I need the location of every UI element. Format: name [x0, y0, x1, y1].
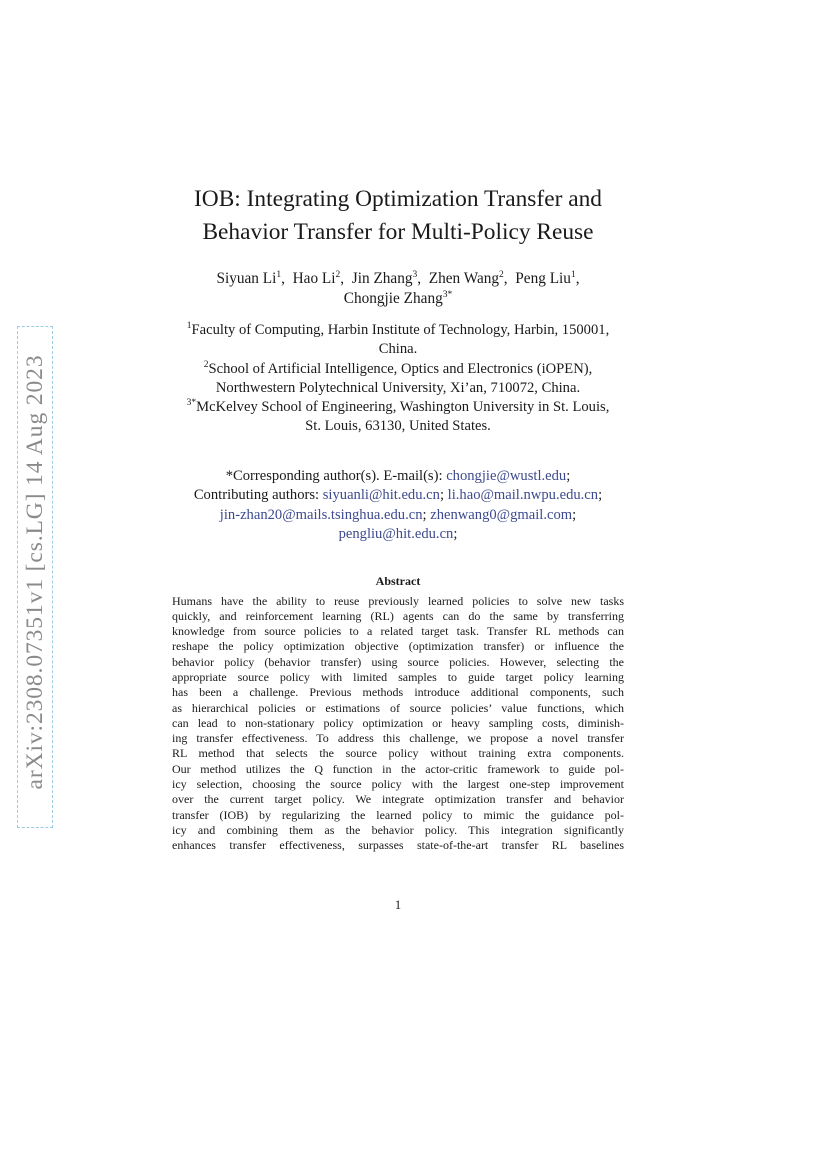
abstract-line: icy selection, choosing the source policy with the largest one-step improvement	[172, 777, 624, 792]
abstract-line: as hierarchical policies or estimations of source policies’ value functions, which	[172, 700, 624, 715]
abstract-line: transfer (IOB) by regularizing the learned policy to mimic the guidance pol-	[172, 807, 624, 822]
author-affiliation-mark: 3	[412, 270, 418, 280]
author-name: Zhen Wang	[428, 270, 500, 287]
affiliation	[130, 360, 666, 379]
affiliation-text: Faculty of Computing, Harbin Institute of Technology, Harbin, 150001,	[191, 322, 610, 338]
abstract-line: can lead to non-stationary policy optimization or heavy sampling costs, diminish-	[172, 715, 624, 730]
affiliation-mark: 1	[186, 321, 192, 331]
arxiv-stamp-text: arXiv:2308.07351v1 [cs.LG] 14 Aug 2023	[22, 354, 48, 790]
author	[344, 290, 453, 307]
author-line	[150, 269, 646, 289]
author-name: Siyuan Li	[216, 270, 277, 287]
abstract-line: ing transfer effectiveness. To address this challenge, we propose a novel transfer	[172, 731, 624, 746]
email-link[interactable]: jin-zhan20@mails.tsinghua.edu.cn	[219, 506, 423, 523]
author-list	[150, 269, 646, 309]
author: Zhen Wang$^2$,	[428, 270, 508, 287]
affiliation-text: McKelvey School of Engineering, Washington University in St. Louis,	[196, 399, 610, 416]
author: Jin Zhang$^3$,	[351, 270, 422, 287]
title-line: IOB: Integrating Optimization Transfer and	[194, 186, 602, 212]
corresponding-label: *Corresponding author(s). E-mail(s):	[225, 468, 443, 484]
abstract-line: over the current target policy. We integrate optimization transfer and behavior	[172, 792, 624, 807]
email-link[interactable]: zhenwang0@gmail.com	[430, 506, 573, 523]
corresponding-line: *Corresponding author(s). E-mail(s): chongjie@wustl.edu;	[225, 468, 571, 484]
paper-title	[120, 183, 676, 249]
affiliation-continuation: China.	[378, 341, 418, 358]
page-number: 1	[394, 898, 402, 912]
abstract-line: reshape the policy optimization objective (optimization transfer) or influence the	[172, 639, 624, 654]
affiliation-mark: 2	[203, 359, 209, 370]
author-name: Peng Liu	[515, 270, 571, 287]
abstract-line: Humans have the ability to reuse previously learned policies to solve new tasks	[172, 593, 624, 608]
abstract-line: RL method that selects the source policy without training extra components.	[172, 746, 624, 761]
contact-block	[140, 467, 656, 544]
contributing-line: pengliu@hit.edu.cn;	[338, 525, 458, 542]
author: Hao Li$^2$,	[292, 270, 345, 287]
author-affiliation-mark: 2	[335, 270, 341, 280]
email-link[interactable]: pengliu@hit.edu.cn	[338, 525, 454, 542]
abstract-line: enhances transfer effectiveness, surpasses state-of-the-art transfer RL baselines	[172, 838, 624, 853]
contributing-label: Contributing authors:	[193, 487, 320, 504]
email-link[interactable]: siyuanli@hit.edu.cn	[322, 487, 440, 504]
contributing-line: Contributing authors: siyuanli@hit.edu.cn; li.hao@mail.nwpu.edu.cn;	[193, 487, 603, 504]
abstract-line: icy and combining them as the behavior policy. This integration significantly	[172, 822, 624, 837]
contributing-line: jin-zhan20@mails.tsinghua.edu.cn; zhenwang0@gmail.com;	[219, 506, 577, 523]
affiliation-list	[130, 321, 666, 437]
affiliation-continuation: St. Louis, 63130, United States.	[305, 418, 491, 435]
affiliation	[130, 321, 666, 340]
author-name: Hao Li	[292, 270, 336, 287]
author-affiliation-mark: 1	[276, 270, 282, 280]
author-line	[150, 289, 646, 309]
author: Peng Liu$^1$,	[515, 270, 580, 287]
abstract-body	[172, 594, 624, 854]
affiliation-mark: 3*	[186, 398, 197, 409]
title-line: Behavior Transfer for Multi-Policy Reuse	[202, 219, 594, 245]
abstract-line: Our method utilizes the Q function in the actor-critic framework to guide pol-	[172, 761, 624, 776]
affiliation-text: School of Artificial Intelligence, Optics and Electronics (iOPEN),	[208, 360, 593, 377]
corresponding-email-link[interactable]: chongjie@wustl.edu	[446, 468, 567, 484]
author-name: Chongjie Zhang	[343, 290, 443, 307]
email-link[interactable]: li.hao@mail.nwpu.edu.cn	[447, 487, 599, 504]
author-affiliation-mark: 1	[570, 270, 576, 280]
abstract-line: behavior policy (behavior transfer) using source policies. However, selecting the	[172, 654, 624, 669]
abstract-line: appropriate source policy with limited samples to guide target policy learning	[172, 669, 624, 684]
affiliation	[130, 398, 666, 417]
abstract-line: quickly, and reinforcement learning (RL) agents can do the same by transferring	[172, 608, 624, 623]
affiliation-continuation: Northwestern Polytechnical University, Xi’an, 710072, China.	[215, 379, 581, 396]
abstract-line: has been a challenge. Previous methods introduce additional components, such	[172, 685, 624, 700]
author-affiliation-mark: 2	[499, 270, 504, 280]
author-name: Jin Zhang	[351, 270, 413, 287]
author-affiliation-mark: 3*	[442, 290, 453, 300]
abstract-heading: Abstract	[375, 574, 421, 588]
author: Siyuan Li$^1$,	[216, 270, 285, 287]
abstract-line: knowledge from source policies to a related target task. Transfer RL methods can	[172, 624, 624, 639]
